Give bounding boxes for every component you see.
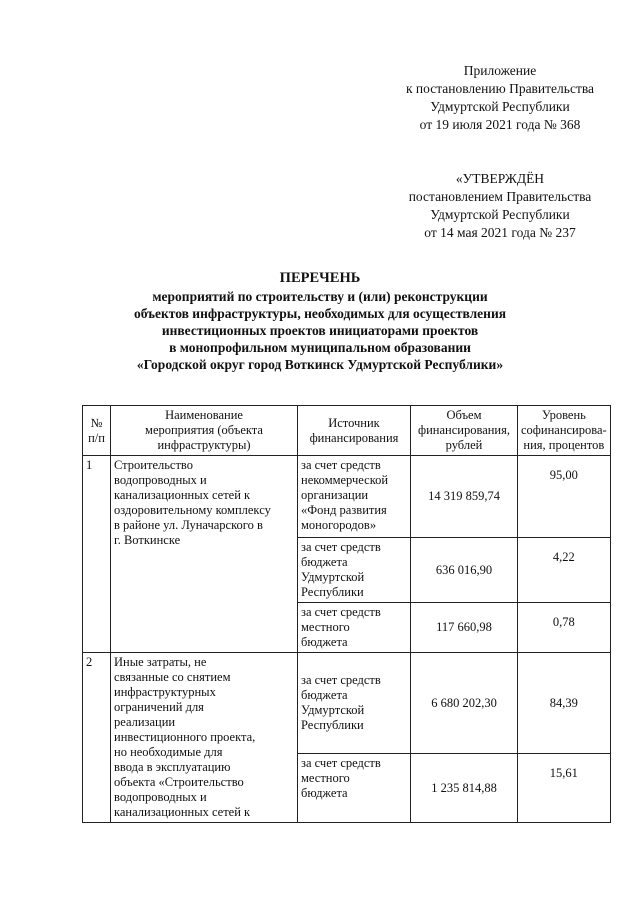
cofinancing-level-value: 15,61 xyxy=(549,766,578,781)
approval-line-2: постановлением Правительства xyxy=(408,189,592,204)
annex-line-3: Удмуртской Республики xyxy=(430,99,570,114)
funding-volume-cell: 1 235 814,88 xyxy=(411,754,518,823)
table-row xyxy=(83,456,611,538)
cofinancing-level-cell xyxy=(518,754,611,823)
cofinancing-level-value: 95,00 xyxy=(549,468,578,482)
table-row xyxy=(83,653,611,754)
cofinancing-level-value: 0,78 xyxy=(552,615,575,629)
row-number: 2 xyxy=(83,653,111,823)
funding-volume-cell: 6 680 202,30 xyxy=(411,653,518,754)
funding-source-cell: за счет средств местного бюджета xyxy=(298,754,411,823)
heading-line-4: в монопрофильном муниципальном образовании xyxy=(169,340,471,355)
heading-line-5: «Городской округ город Воткинск Удмуртской Республики» xyxy=(136,357,504,372)
funding-source-cell: за счет средств бюджета Удмуртской Республики xyxy=(298,538,411,603)
funding-source-cell: за счет средств некоммерческой организации «Фонд развития моногородов» xyxy=(298,456,411,538)
header-cofinancing-level: Уровень софинансирова- ния, процентов xyxy=(518,406,611,456)
funding-volume-cell: 636 016,90 xyxy=(411,538,518,603)
heading-line-1: мероприятий по строительству и (или) реконструкции xyxy=(152,289,488,304)
cofinancing-level-value: 84,39 xyxy=(549,695,578,710)
approval-line-1: «УТВЕРЖДЁН xyxy=(455,171,545,186)
header-funding-volume: Объем финансирования, рублей xyxy=(411,406,518,456)
measures-table xyxy=(82,405,611,823)
annex-line-1: Приложение xyxy=(463,63,537,78)
annex-block xyxy=(360,62,640,134)
header-number: № п/п xyxy=(83,406,111,456)
table-header-row xyxy=(83,406,611,456)
header-measure-name: Наименование мероприятия (объекта инфраструктуры) xyxy=(111,406,298,456)
approval-line-3: Удмуртской Республики xyxy=(430,207,570,222)
funding-volume-cell: 117 660,98 xyxy=(411,603,518,653)
annex-line-4: от 19 июля 2021 года № 368 xyxy=(419,117,581,132)
cofinancing-level-cell xyxy=(518,456,611,538)
header-funding-source: Источник финансирования xyxy=(298,406,411,456)
cofinancing-level-cell xyxy=(518,538,611,603)
funding-source-cell: за счет средств бюджета Удмуртской Республики xyxy=(298,653,411,754)
funding-volume-cell: 14 319 859,74 xyxy=(411,456,518,538)
document-title: ПЕРЕЧЕНЬ xyxy=(279,270,361,286)
cofinancing-level-cell xyxy=(518,653,611,754)
heading-line-2: объектов инфраструктуры, необходимых для осуществления xyxy=(133,306,507,321)
row-measure-name: Иные затраты, не связанные со снятием инфраструктурных ограничений для реализации инвестиционного проекта, но необходимые для ввода в эксплуатацию объекта «Строительство водопроводных и канализационных сетей к xyxy=(111,653,298,823)
annex-line-2: к постановлению Правительства xyxy=(405,81,595,96)
funding-source-cell: за счет средств местного бюджета xyxy=(298,603,411,653)
cofinancing-level-cell xyxy=(518,603,611,653)
cofinancing-level-value: 4,22 xyxy=(552,550,575,564)
document-heading xyxy=(40,270,600,373)
approval-line-4: от 14 мая 2021 года № 237 xyxy=(424,225,576,240)
heading-line-3: инвестиционных проектов инициаторами проектов xyxy=(161,323,479,338)
row-measure-name: Строительство водопроводных и канализационных сетей к оздоровительному комплексу в районе ул. Луначарского в г. Воткинске xyxy=(111,456,298,653)
row-number: 1 xyxy=(83,456,111,653)
approval-block xyxy=(360,170,640,242)
